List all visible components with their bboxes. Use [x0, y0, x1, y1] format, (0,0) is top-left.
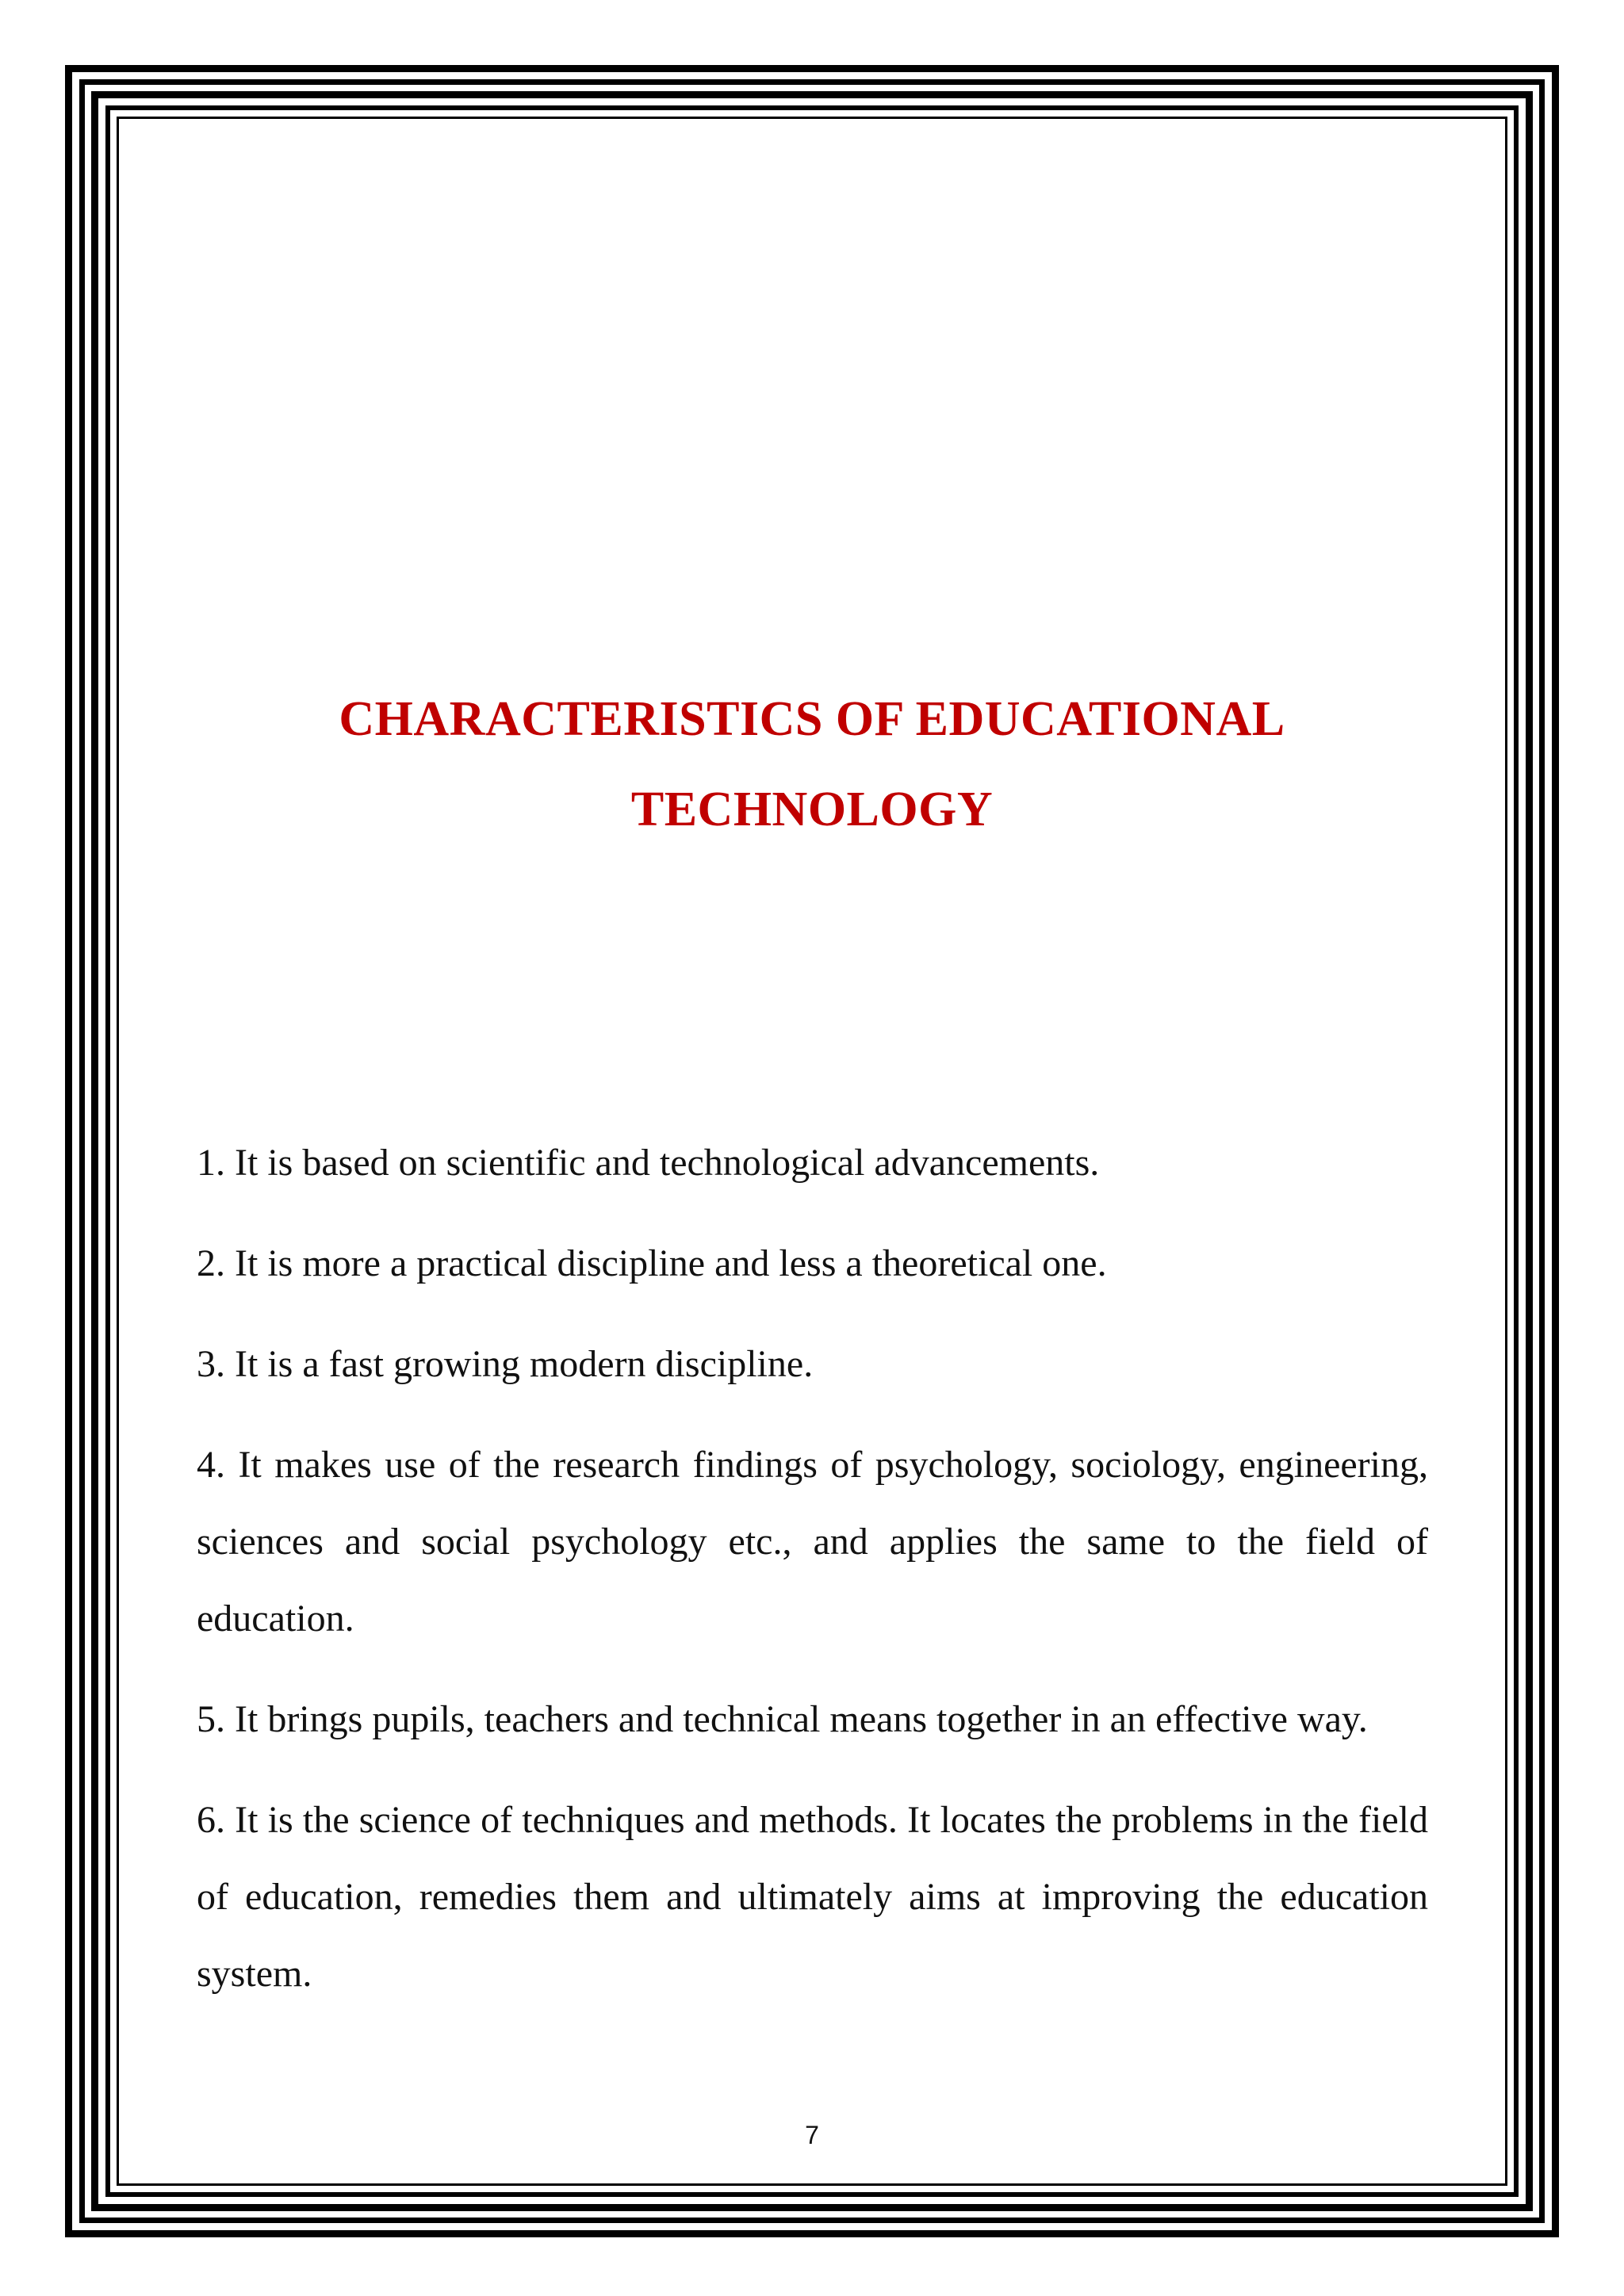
characteristic-item-4: 4. It makes use of the research findings of psychology, sociology, engineering, sciences and social psychology etc., and applies the same to the field of education. [197, 1444, 1428, 1640]
page-number: 7 [805, 2121, 819, 2149]
page-title-line-2: TECHNOLOGY [630, 783, 994, 836]
characteristics-list [197, 1124, 1428, 2036]
characteristic-item-3: 3. It is a fast growing modern discipline. [197, 1343, 814, 1385]
page-content [119, 119, 1505, 2183]
characteristic-item-6: 6. It is the science of techniques and methods. It locates the problems in the field of education, remedies them and ultimately aims at improving the education system. [197, 1799, 1428, 1995]
page-title-line-1: CHARACTERISTICS OF EDUCATIONAL [339, 692, 1285, 746]
characteristic-item-5: 5. It brings pupils, teachers and technical means together in an effective way. [197, 1698, 1368, 1740]
characteristic-item-1: 1. It is based on scientific and technological advancements. [197, 1142, 1100, 1184]
characteristic-item-2: 2. It is more a practical discipline and less a theoretical one. [197, 1242, 1107, 1284]
page-title [119, 674, 1505, 855]
